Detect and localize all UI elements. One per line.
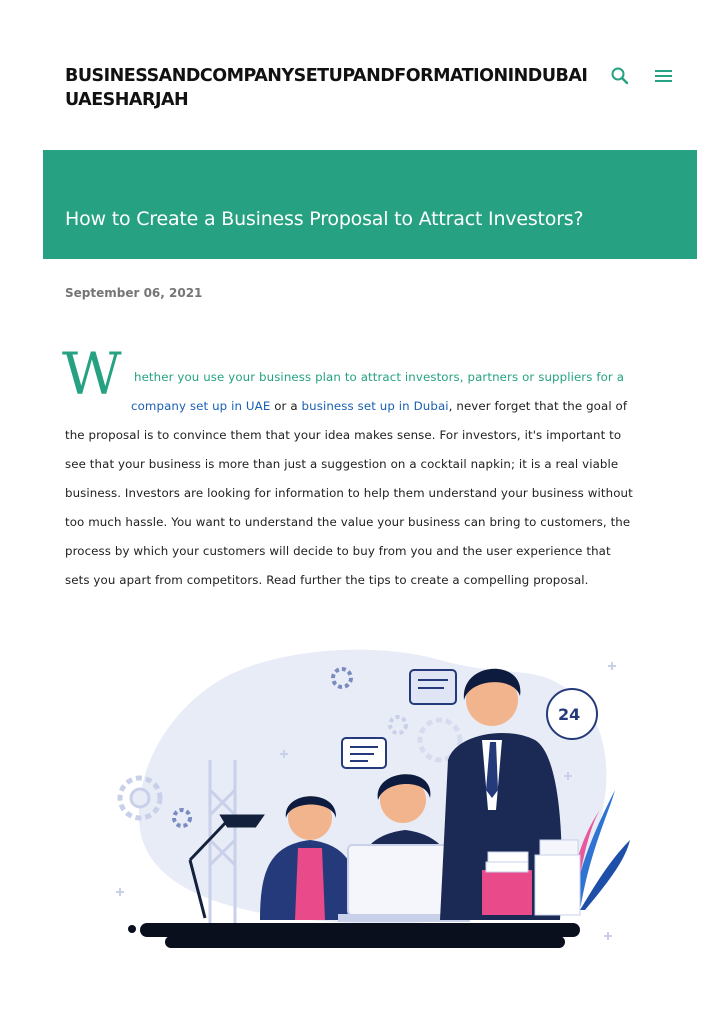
- hamburger-menu-icon: [650, 62, 678, 90]
- paragraph-line-4: see that your business is more than just a suggestion on a cocktail napkin; it is a real viable: [65, 457, 619, 471]
- paragraph-line-2-rest: , never forget that the goal of: [448, 399, 628, 413]
- link-separator: or a: [270, 399, 302, 413]
- site-title[interactable]: BUSINESSANDCOMPANYSETUPANDFORMATIONINDUBAIUAESHARJAH: [65, 66, 588, 110]
- paragraph-line-3: the proposal is to convince them that your idea makes sense. For investors, it's important to: [65, 428, 622, 442]
- paragraph-line-5: business. Investors are looking for information to help them understand your business without: [65, 486, 633, 500]
- badge-24-text: 24: [558, 705, 581, 724]
- business-setup-dubai-link[interactable]: business set up in Dubai: [301, 399, 449, 413]
- search-icon: [606, 62, 634, 90]
- menu-button[interactable]: [650, 62, 678, 90]
- search-button[interactable]: [606, 62, 634, 90]
- business-team-illustration: [110, 640, 630, 960]
- post-title: How to Create a Business Proposal to Attract Investors?: [65, 208, 584, 230]
- support-24-icon: [547, 689, 597, 739]
- paragraph-line-8: sets you apart from competitors. Read further the tips to create a compelling proposal.: [65, 573, 589, 587]
- paragraph-line-1: hether you use your business plan to attract investors, partners or suppliers for a: [134, 370, 625, 384]
- post-title-banner: [43, 150, 697, 259]
- paragraph-line-6: too much hassle. You want to understand the value your business can bring to customers, the: [65, 515, 631, 529]
- drop-cap: W: [62, 340, 122, 408]
- floor-base: [128, 923, 580, 948]
- paragraph-line-2: [131, 399, 627, 413]
- post-date: September 06, 2021: [65, 286, 203, 300]
- paragraph-line-7: process by which your customers will decide to buy from you and the user experience that: [65, 544, 611, 558]
- company-setup-uae-link[interactable]: company set up in UAE: [131, 399, 271, 413]
